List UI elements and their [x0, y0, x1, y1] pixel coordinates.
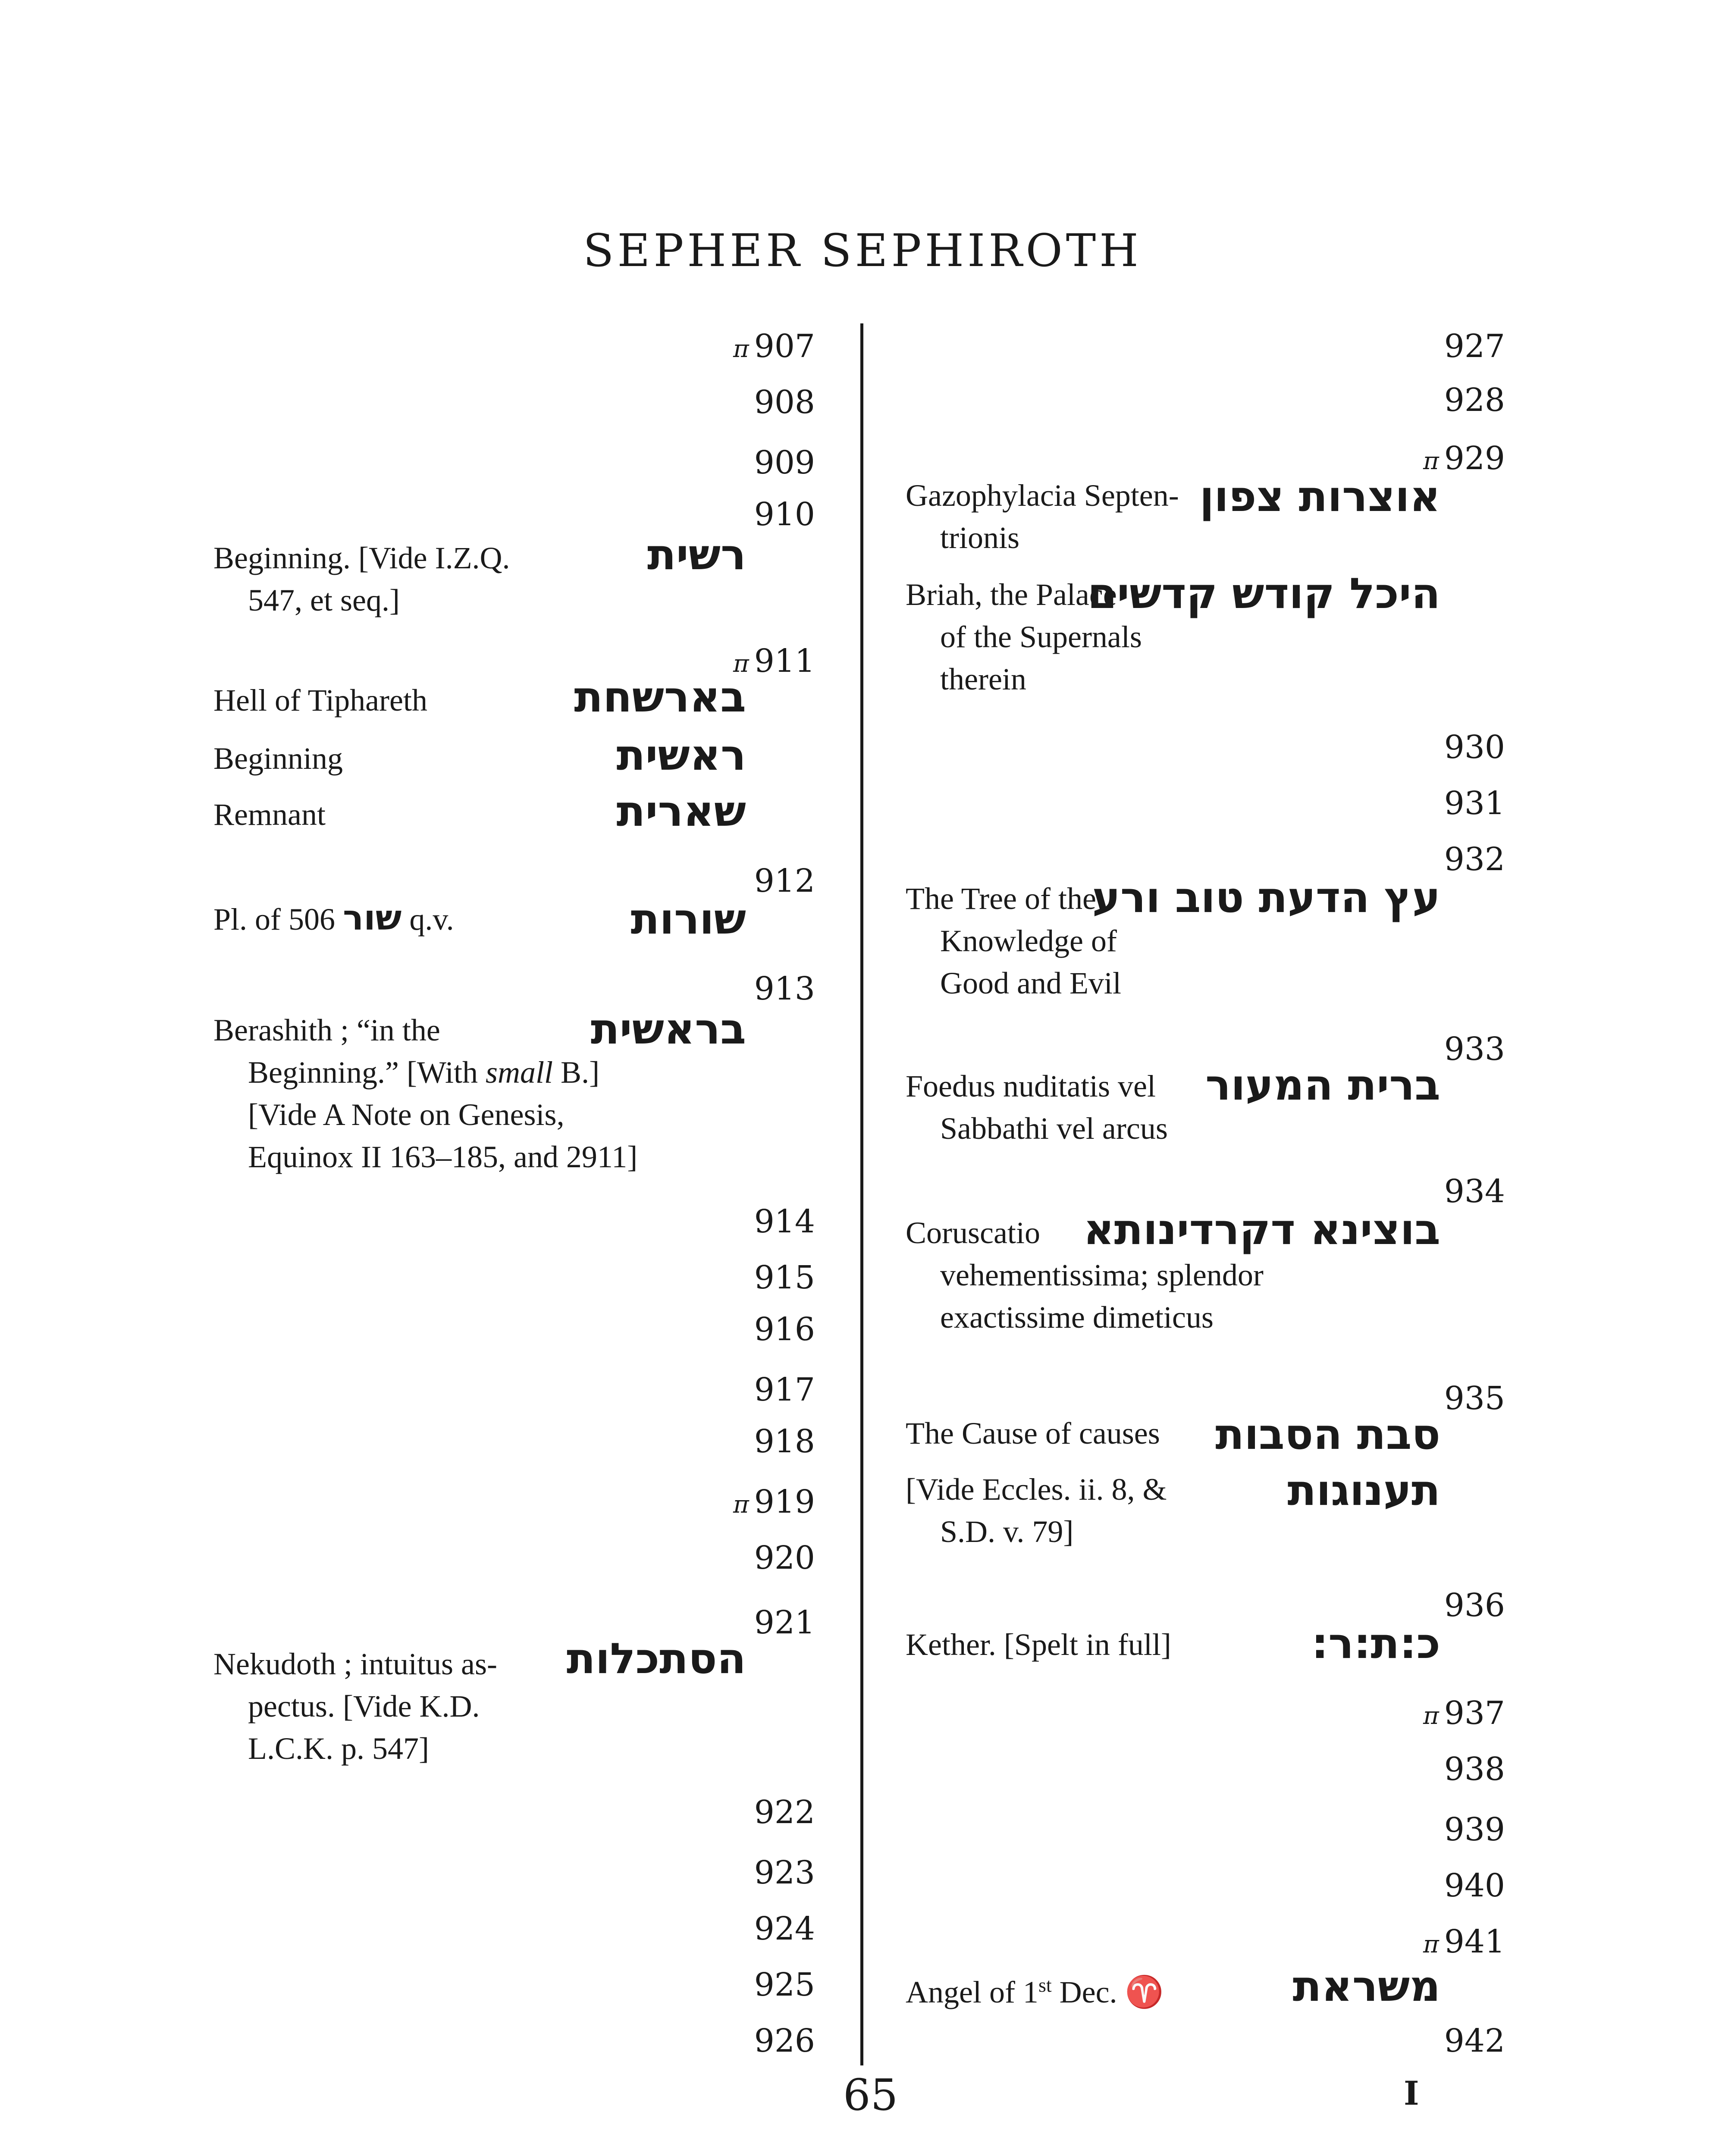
hebrew-word-932: עץ הדעת טוב ורע — [1092, 873, 1440, 922]
hebrew-inline-reference: שור — [343, 898, 402, 938]
entry-number-909: 909 — [754, 444, 815, 481]
entry-number-924: 924 — [754, 1910, 815, 1947]
definition-911b: Beginning — [213, 741, 343, 776]
entry-number-911: π 911 — [733, 642, 815, 680]
entry-number-916: 916 — [754, 1311, 815, 1348]
pi-marker: π — [1423, 1702, 1439, 1730]
entry-number-914: 914 — [754, 1203, 815, 1240]
pi-marker: π — [733, 650, 749, 678]
signature-mark: I — [1404, 2074, 1419, 2112]
entry-number-918: 918 — [754, 1423, 815, 1460]
entry-number-940: 940 — [1444, 1867, 1505, 1904]
entry-number-930: 930 — [1444, 729, 1505, 766]
hebrew-word-911b: ראשית — [616, 731, 746, 780]
entry-number-912: 912 — [754, 862, 815, 899]
pi-marker: π — [733, 335, 749, 363]
definition-911a: Hell of Tiphareth — [213, 683, 427, 718]
entry-number-936: 936 — [1444, 1587, 1505, 1624]
definition-935b: [Vide Eccles. ii. 8, & S.D. v. 79] — [906, 1472, 1167, 1549]
entry-number-935: 935 — [1444, 1380, 1505, 1417]
entry-number-907: π 907 — [733, 328, 815, 365]
definition-910: Beginning. [Vide I.Z.Q. 547, et seq.] — [213, 541, 510, 617]
entry-number-910: 910 — [754, 496, 815, 533]
definition-933: Foedus nuditatis vel Sabbathi vel arcus — [906, 1069, 1168, 1146]
definition-935a: The Cause of causes — [906, 1416, 1160, 1451]
entry-number-915: 915 — [754, 1259, 815, 1296]
entry-number-917: 917 — [754, 1371, 815, 1408]
italic-small: small — [486, 1055, 553, 1090]
definition-911c: Remnant — [213, 797, 326, 832]
entry-number-942: 942 — [1444, 2022, 1505, 2059]
definition-921: Nekudoth ; intuitus as- pectus. [Vide K.D. L.C.K. p. 547] — [213, 1647, 497, 1766]
entry-number-927: 927 — [1444, 328, 1505, 365]
page-number: 65 — [843, 2070, 898, 2120]
entry-number-932: 932 — [1444, 841, 1505, 878]
hebrew-word-934: בוצינא דקרדינותא — [1083, 1205, 1440, 1254]
hebrew-word-935b: תענוגות — [1287, 1466, 1440, 1515]
page-title: SEPHER SEPHIROTH — [583, 224, 1142, 277]
hebrew-word-910: רשית — [647, 530, 746, 580]
entry-number-933: 933 — [1444, 1031, 1505, 1068]
entry-number-937: π 937 — [1423, 1695, 1505, 1732]
hebrew-word-941: משראת — [1292, 1962, 1440, 2011]
entry-number-923: 923 — [754, 1854, 815, 1891]
definition-913: Berashith ; “in the Beginning.” [With small B.] [Vide A Note on Genesis, Equinox II 163–185, and 2911] — [213, 1013, 638, 1174]
entry-number-929: π 929 — [1423, 440, 1505, 477]
entry-number-925: 925 — [754, 1966, 815, 2003]
definition-941: Angel of 1st Dec. ♈ — [906, 1974, 1164, 2009]
column-divider — [860, 323, 863, 2065]
definition-934: Coruscatio vehementissima; splendor exactissime dimeticus — [906, 1216, 1264, 1335]
entry-number-939: 939 — [1444, 1811, 1505, 1848]
entry-number-922: 922 — [754, 1794, 815, 1831]
definition-932: The Tree of the Knowledge of Good and Evil — [906, 881, 1121, 1000]
hebrew-word-936: כ:ת:ר: — [1311, 1619, 1440, 1668]
entry-number-920: 920 — [754, 1539, 815, 1576]
hebrew-word-913: בראשית — [590, 1005, 746, 1054]
hebrew-word-921: הסתכלות — [566, 1634, 746, 1683]
definition-936: Kether. [Spelt in full] — [906, 1627, 1171, 1662]
definition-912: Pl. of 506 שור q.v. — [213, 898, 454, 938]
definition-929a: Gazophylacia Septen- trionis — [906, 478, 1179, 555]
entry-number-938: 938 — [1444, 1751, 1505, 1788]
hebrew-word-935a: סבת הסבות — [1215, 1410, 1440, 1459]
entry-number-926: 926 — [754, 2022, 815, 2059]
definition-929b: Briah, the Palace of the Supernals therein — [906, 577, 1142, 696]
pi-marker: π — [733, 1491, 749, 1519]
hebrew-word-929b: היכל קודש קדשים — [1087, 569, 1440, 618]
entry-number-913: 913 — [754, 970, 815, 1007]
entry-number-934: 934 — [1444, 1173, 1505, 1210]
hebrew-word-929a: אוצרות צפון — [1199, 472, 1440, 521]
entry-number-931: 931 — [1444, 785, 1505, 822]
entry-number-941: π 941 — [1423, 1923, 1505, 1960]
hebrew-word-911a: בארשחת — [574, 673, 746, 722]
hebrew-word-933: ברית המעור — [1205, 1061, 1440, 1110]
entry-number-921: 921 — [754, 1604, 815, 1641]
entry-number-919: π 919 — [733, 1483, 815, 1520]
hebrew-word-912: שורות — [630, 895, 746, 944]
entry-number-928: 928 — [1444, 382, 1505, 419]
pi-marker: π — [1423, 1930, 1439, 1959]
pi-marker: π — [1423, 447, 1439, 475]
entry-number-908: 908 — [754, 384, 815, 421]
hebrew-word-911c: שארית — [616, 787, 746, 836]
